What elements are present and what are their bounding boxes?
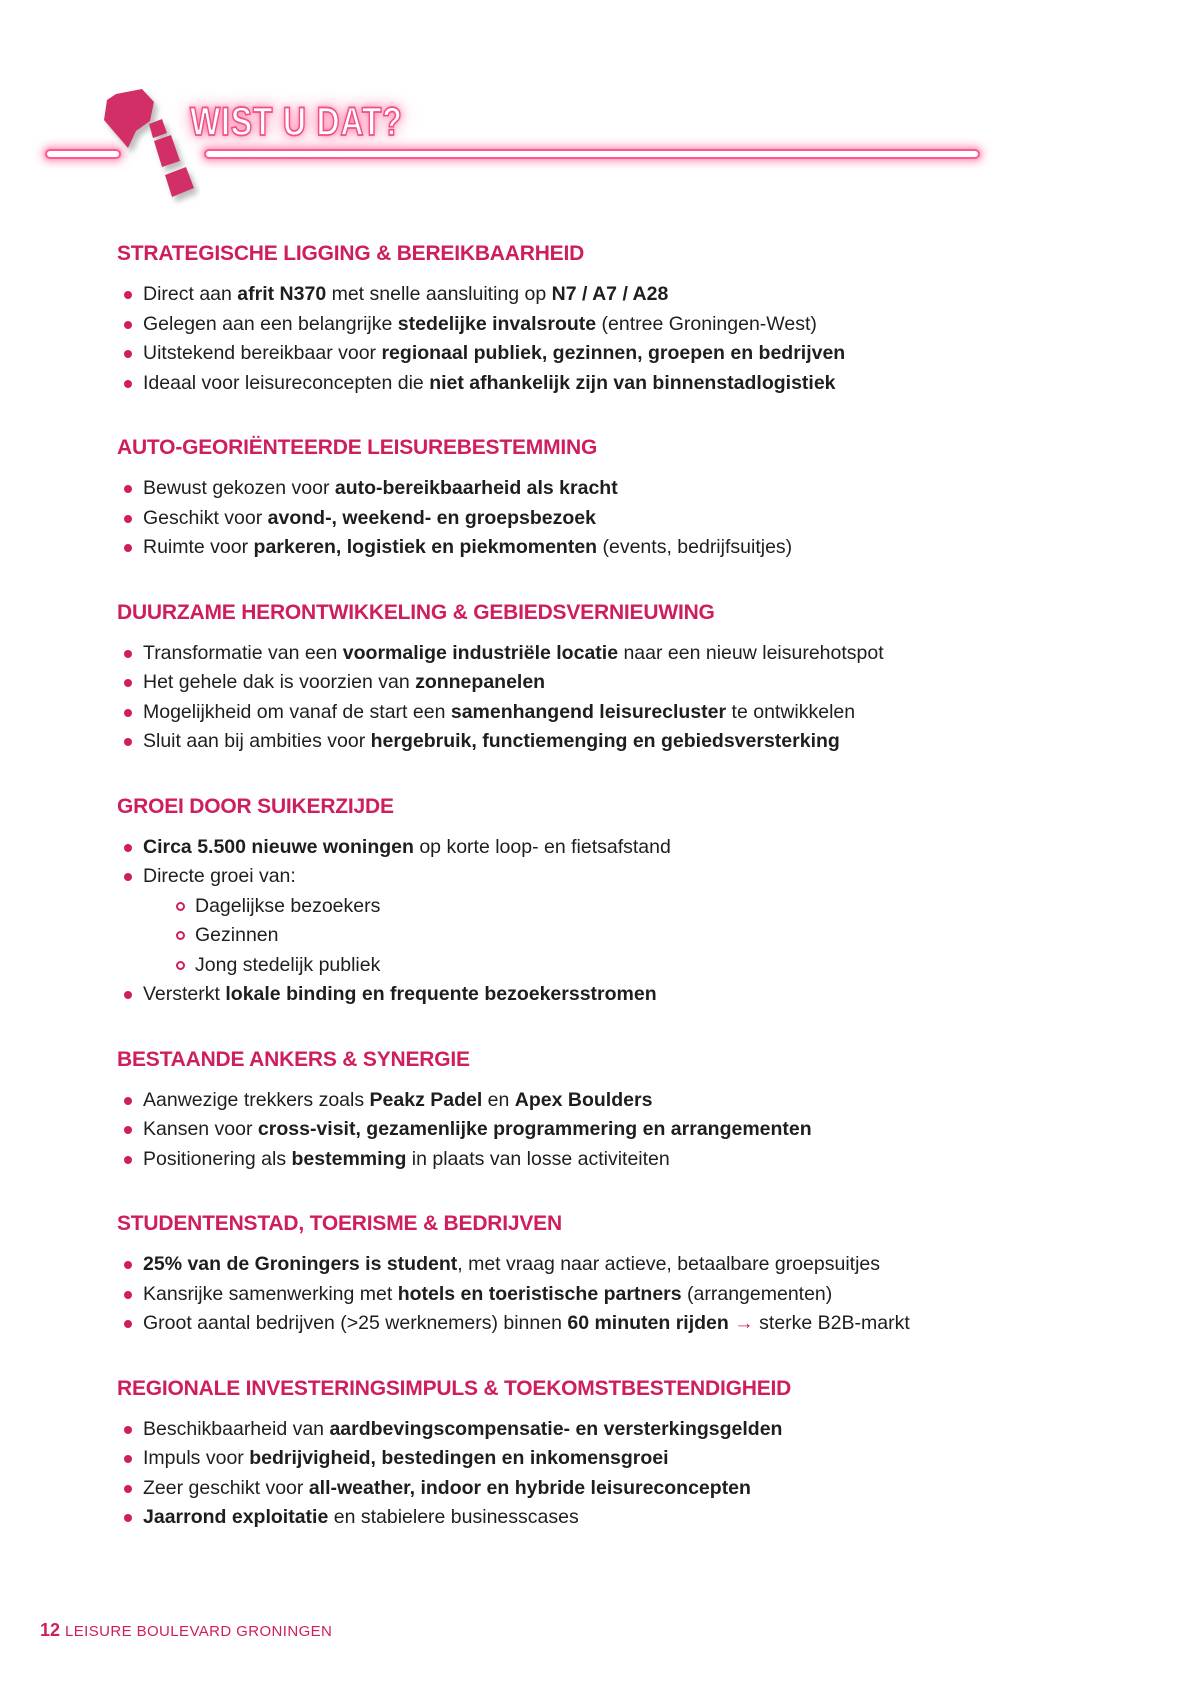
bullet-icon (124, 1291, 132, 1299)
sub-list-container (117, 892, 1131, 981)
list-item (117, 639, 1131, 669)
arrow-right-icon: → (734, 1312, 754, 1334)
list-item (117, 1115, 1131, 1145)
bullet-icon (124, 650, 132, 658)
section-7 (117, 1376, 1131, 1533)
list-item-text: Jaarrond exploitatie en stabielere businesscases (143, 1506, 579, 1528)
list-item-text: Het gehele dak is voorzien van zonnepanelen (143, 671, 546, 693)
bullet-icon (124, 873, 132, 881)
footer-label: LEISURE BOULEVARD GRONINGEN (65, 1623, 333, 1640)
exclamation-mark-icon (92, 86, 200, 212)
bullet-list (117, 833, 1131, 1010)
bullet-icon (124, 1156, 132, 1164)
section-4 (117, 794, 1131, 1010)
list-item-text: Mogelijkheid om vanaf de start een samenhangend leisurecluster te ontwikkelen (143, 700, 856, 723)
list-item (117, 1280, 1131, 1310)
bullet-icon (124, 291, 132, 299)
bullet-icon (124, 991, 132, 999)
bullet-icon (124, 1514, 132, 1522)
sub-bullet-icon (176, 961, 185, 970)
list-item (117, 833, 1131, 863)
bullet-list (117, 280, 1131, 398)
bullet-icon (124, 515, 132, 523)
list-item (117, 474, 1131, 504)
list-item (117, 1474, 1131, 1504)
list-item-text: Direct aan afrit N370 met snelle aansluiting op N7 / A7 / A28 (143, 283, 669, 305)
page-title: WIST U DAT? (190, 100, 403, 144)
section-3 (117, 600, 1131, 757)
bullet-icon (124, 485, 132, 493)
list-item-text: Beschikbaarheid van aardbevingscompensatie- en versterkingsgelden (143, 1417, 783, 1440)
list-item-text: Aanwezige trekkers zoals Peakz Padel en Apex Boulders (143, 1088, 653, 1111)
list-item (117, 1086, 1131, 1116)
list-item-text: Impuls voor bedrijvigheid, bestedingen en inkomensgroei (143, 1447, 669, 1469)
list-item (117, 862, 1131, 892)
bullet-icon (124, 321, 132, 329)
list-item-text: Uitstekend bereikbaar voor regionaal publiek, gezinnen, groepen en bedrijven (143, 342, 846, 364)
list-item (117, 668, 1131, 698)
list-item-text: Geschikt voor avond-, weekend- en groepsbezoek (143, 506, 596, 529)
list-item-text: Positionering als bestemming in plaats van losse activiteiten (143, 1147, 670, 1170)
bullet-list (117, 1415, 1131, 1533)
list-item-text: Circa 5.500 nieuwe woningen op korte loop- en fietsafstand (143, 835, 671, 858)
list-item-text: Kansen voor cross-visit, gezamenlijke programmering en arrangementen (143, 1118, 812, 1140)
list-item (117, 504, 1131, 534)
bullet-icon (124, 844, 132, 852)
list-item-text: Dagelijkse bezoekers (195, 894, 381, 917)
list-item (117, 533, 1131, 563)
bullet-icon (124, 544, 132, 552)
list-item-text: Gezinnen (195, 924, 279, 946)
list-item-text: Versterkt lokale binding en frequente bezoekersstromen (143, 983, 657, 1005)
list-item-text: Sluit aan bij ambities voor hergebruik, functiemenging en gebiedsversterking (143, 730, 840, 752)
section-heading: AUTO-GEORIËNTEERDE LEISUREBESTEMMING (117, 436, 598, 459)
list-item-text: Ruimte voor parkeren, logistiek en piekmomenten (events, bedrijfsuitjes) (143, 536, 793, 558)
bullet-list (117, 1086, 1131, 1175)
bullet-icon (124, 1261, 132, 1269)
section-heading: STRATEGISCHE LIGGING & BEREIKBAARHEID (117, 242, 585, 265)
list-item-text: Kansrijke samenwerking met hotels en toeristische partners (arrangementen) (143, 1282, 833, 1305)
bullet-icon (124, 1126, 132, 1134)
bullet-icon (124, 1485, 132, 1493)
bullet-icon (124, 1426, 132, 1434)
section-heading: GROEI DOOR SUIKERZIJDE (117, 794, 394, 818)
list-item (117, 1444, 1131, 1474)
list-item-text: Groot aantal bedrijven (>25 werknemers) binnen 60 minuten rijden → sterke B2B-markt (143, 1312, 910, 1334)
list-item (117, 698, 1131, 728)
list-item (117, 339, 1131, 369)
list-item (117, 369, 1131, 399)
section-1 (117, 241, 1131, 398)
list-item-text: Jong stedelijk publiek (195, 953, 381, 976)
bullet-list (117, 1250, 1131, 1339)
sub-bullet-icon (176, 931, 185, 940)
bullet-icon (124, 679, 132, 687)
bullet-icon (124, 1097, 132, 1105)
list-item-text: Gelegen aan een belangrijke stedelijke invalsroute (entree Groningen-West) (143, 312, 817, 335)
bullet-icon (124, 1320, 132, 1328)
list-item-text: 25% van de Groningers is student, met vraag naar actieve, betaalbare groepsuitjes (143, 1253, 880, 1275)
section-heading: STUDENTENSTAD, TOERISME & BEDRIJVEN (117, 1212, 562, 1235)
list-item-text: Zeer geschikt voor all-weather, indoor en hybride leisureconcepten (143, 1476, 751, 1499)
list-item (117, 1309, 1131, 1339)
list-item (117, 1145, 1131, 1175)
page-footer (40, 1620, 332, 1641)
section-heading: DUURZAME HERONTWIKKELING & GEBIEDSVERNIEUWING (117, 600, 715, 624)
list-item (117, 1415, 1131, 1445)
sub-bullet-list (169, 892, 1131, 981)
list-item-text: Transformatie van een voormalige industriële locatie naar een nieuw leisurehotspot (143, 641, 884, 664)
list-item-text: Directe groei van: (143, 865, 296, 887)
list-item (117, 1250, 1131, 1280)
section-5 (117, 1047, 1131, 1175)
section-heading: BESTAANDE ANKERS & SYNERGIE (117, 1047, 470, 1071)
bullet-icon (124, 350, 132, 358)
page-number: 12 (40, 1620, 61, 1640)
sub-list-item (169, 951, 1131, 981)
list-item (117, 727, 1131, 757)
bullet-icon (124, 1455, 132, 1463)
sub-list-item (169, 921, 1131, 951)
bullet-list (117, 639, 1131, 757)
section-heading: REGIONALE INVESTERINGSIMPULS & TOEKOMSTBESTENDIGHEID (117, 1376, 792, 1400)
page-header (0, 0, 1191, 230)
sub-bullet-icon (176, 902, 185, 911)
list-item (117, 980, 1131, 1010)
neon-line-right (204, 149, 980, 159)
bullet-icon (124, 709, 132, 717)
bullet-icon (124, 380, 132, 388)
section-6 (117, 1211, 1131, 1339)
content-area (117, 241, 1131, 1570)
sub-list-item (169, 892, 1131, 922)
list-item (117, 1503, 1131, 1533)
list-item-text: Bewust gekozen voor auto-bereikbaarheid als kracht (143, 477, 618, 499)
list-item (117, 280, 1131, 310)
bullet-list (117, 474, 1131, 563)
list-item-text: Ideaal voor leisureconcepten die niet afhankelijk zijn van binnenstadlogistiek (143, 371, 836, 394)
bullet-icon (124, 738, 132, 746)
list-item (117, 310, 1131, 340)
section-2 (117, 435, 1131, 563)
